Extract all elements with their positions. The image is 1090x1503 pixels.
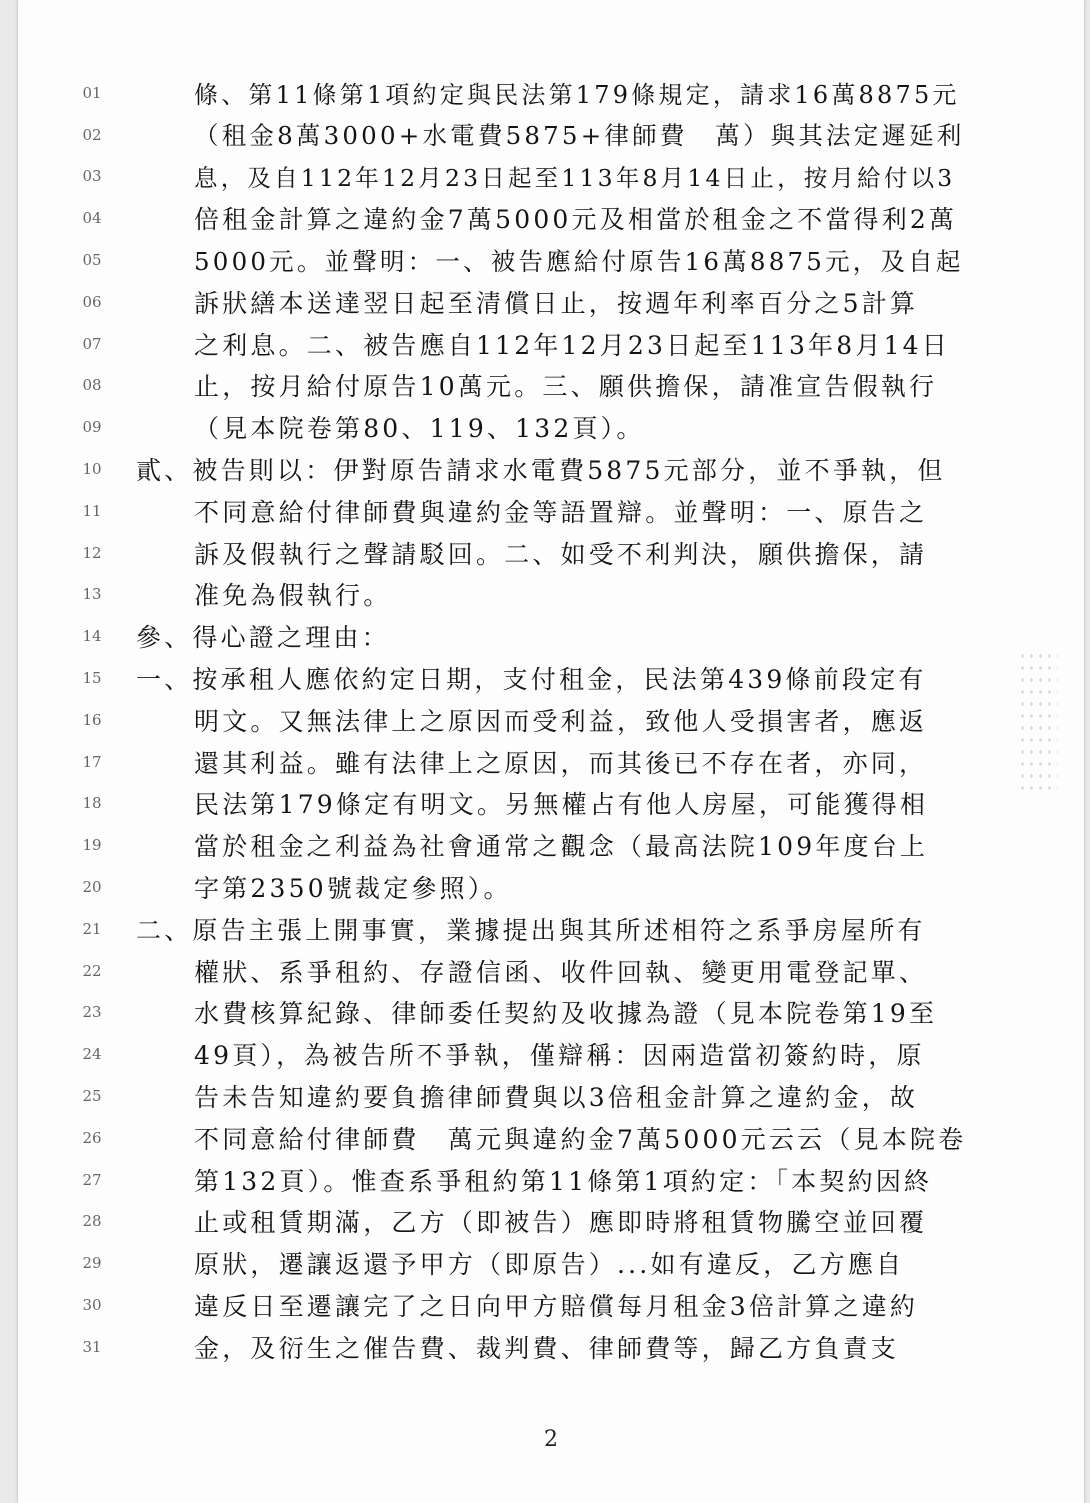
document-line bbox=[18, 866, 1084, 908]
line-text: 當於租金之利益為社會通常之觀念（最高法院109年度台上 bbox=[194, 832, 929, 862]
line-number: 06 bbox=[82, 292, 102, 311]
line-text: 告未告知違約要負擔律師費與以3倍租金計算之違約金，故 bbox=[194, 1083, 919, 1113]
line-text: 准免為假執行。 bbox=[194, 581, 392, 611]
line-number: 10 bbox=[82, 460, 102, 479]
document-body bbox=[18, 72, 1084, 1368]
document-line bbox=[18, 824, 1084, 866]
line-number: 28 bbox=[82, 1212, 102, 1231]
line-text: 之利息。二、被告應自112年12月23日起至113年8月14日 bbox=[194, 330, 950, 360]
document-line bbox=[18, 72, 1084, 114]
line-text: 字第2350號裁定參照）。 bbox=[194, 874, 512, 904]
line-text: （租金8萬3000+水電費5875+律師費 萬）與其法定遲延利 bbox=[194, 121, 965, 151]
line-number: 13 bbox=[82, 585, 102, 604]
document-line bbox=[18, 1242, 1084, 1284]
line-number: 02 bbox=[82, 125, 102, 144]
line-text: 貳、被告則以：伊對原告請求水電費5875元部分，並不爭執，但 bbox=[136, 456, 946, 486]
line-text: 第132頁）。惟查系爭租約第11條第1項約定：「本契約因終 bbox=[194, 1166, 933, 1196]
document-line bbox=[18, 1326, 1084, 1368]
line-number: 31 bbox=[82, 1337, 102, 1356]
line-text: 息，及自112年12月23日起至113年8月14日止，按月給付以3 bbox=[194, 164, 956, 193]
line-number: 19 bbox=[82, 836, 102, 855]
line-text: 原狀，遷讓返還予甲方（即原告）...如有違反，乙方應自 bbox=[194, 1250, 905, 1280]
line-number: 18 bbox=[82, 794, 102, 813]
document-line bbox=[18, 574, 1084, 616]
line-text: 訴及假執行之聲請駁回。二、如受不利判決，願供擔保，請 bbox=[194, 539, 928, 569]
line-text: 二、原告主張上開事實，業據提出與其所述相符之系爭房屋所有 bbox=[136, 915, 926, 945]
line-text: 違反日至遷讓完了之日向甲方賠償每月租金3倍計算之違約 bbox=[194, 1292, 919, 1321]
line-text: （見本院卷第80、119、132頁）。 bbox=[194, 414, 645, 444]
line-text: 民法第179條定有明文。另無權占有他人房屋，可能獲得相 bbox=[194, 790, 929, 820]
line-number: 03 bbox=[82, 167, 102, 186]
line-text: 5000元。並聲明：一、被告應給付原告16萬8875元，及自起 bbox=[194, 246, 964, 276]
line-number: 23 bbox=[82, 1003, 102, 1022]
document-line bbox=[18, 992, 1084, 1034]
line-text: 止或租賃期滿，乙方（即被告）應即時將租賃物騰空並回覆 bbox=[194, 1208, 928, 1238]
line-text: 不同意給付律師費 萬元與違約金7萬5000元云云（見本院卷 bbox=[194, 1124, 967, 1154]
document-line bbox=[18, 1284, 1084, 1326]
line-text: 不同意給付律師費與違約金等語置辯。並聲明：一、原告之 bbox=[194, 497, 928, 527]
line-number: 15 bbox=[82, 669, 102, 688]
line-text: 權狀、系爭租約、存證信函、收件回執、變更用電登記單、 bbox=[194, 957, 928, 987]
document-line bbox=[18, 406, 1084, 448]
document-line bbox=[18, 323, 1084, 365]
document-line bbox=[18, 1159, 1084, 1201]
line-number: 24 bbox=[82, 1045, 102, 1064]
document-line bbox=[18, 448, 1084, 490]
line-text: 金，及衍生之催告費、裁判費、律師費等，歸乙方負責支 bbox=[194, 1333, 900, 1363]
line-number: 05 bbox=[82, 251, 102, 270]
document-line bbox=[18, 156, 1084, 198]
document-line bbox=[18, 657, 1084, 699]
document-line bbox=[18, 239, 1084, 281]
line-text: 明文。又無法律上之原因而受利益，致他人受損害者，應返 bbox=[194, 706, 928, 736]
line-number: 22 bbox=[82, 961, 102, 980]
line-number: 26 bbox=[82, 1128, 102, 1147]
document-page bbox=[18, 0, 1084, 1503]
line-number: 30 bbox=[82, 1296, 102, 1314]
line-number: 01 bbox=[82, 83, 102, 102]
document-line bbox=[18, 741, 1084, 783]
document-line bbox=[18, 1201, 1084, 1243]
line-number: 27 bbox=[82, 1170, 102, 1189]
line-number: 07 bbox=[82, 334, 102, 353]
line-text: 倍租金計算之違約金7萬5000元及相當於租金之不當得利2萬 bbox=[194, 205, 958, 235]
document-line bbox=[18, 1117, 1084, 1159]
document-line bbox=[18, 532, 1084, 574]
document-line bbox=[18, 490, 1084, 532]
document-line bbox=[18, 908, 1084, 950]
line-text: 一、按承租人應依約定日期，支付租金，民法第439條前段定有 bbox=[136, 665, 927, 695]
line-number: 17 bbox=[82, 752, 102, 771]
line-number: 08 bbox=[82, 376, 102, 395]
line-number: 25 bbox=[82, 1087, 102, 1106]
document-line bbox=[18, 783, 1084, 825]
line-text: 止，按月給付原告10萬元。三、願供擔保，請准宣告假執行 bbox=[194, 372, 938, 402]
line-text: 還其利益。雖有法律上之原因，而其後已不存在者，亦同， bbox=[194, 748, 928, 778]
document-line bbox=[18, 281, 1084, 323]
page-number: 2 bbox=[544, 1427, 558, 1452]
document-line bbox=[18, 699, 1084, 741]
line-text: 49頁），為被告所不爭執，僅辯稱：因兩造當初簽約時，原 bbox=[194, 1041, 925, 1071]
line-number: 04 bbox=[82, 209, 102, 228]
line-number: 14 bbox=[82, 627, 102, 646]
line-number: 12 bbox=[82, 543, 102, 562]
document-line bbox=[18, 615, 1084, 657]
line-text: 參、得心證之理由： bbox=[136, 623, 390, 653]
document-line bbox=[18, 950, 1084, 992]
document-line bbox=[18, 1075, 1084, 1117]
margin-scan-artifact bbox=[1018, 650, 1058, 790]
line-text: 水費核算紀錄、律師委任契約及收據為證（見本院卷第19至 bbox=[194, 999, 938, 1029]
line-number: 09 bbox=[82, 418, 102, 437]
line-number: 16 bbox=[82, 710, 102, 729]
document-line bbox=[18, 197, 1084, 239]
line-number: 20 bbox=[82, 878, 102, 897]
line-number: 21 bbox=[82, 919, 102, 938]
document-line bbox=[18, 1033, 1084, 1075]
document-line bbox=[18, 114, 1084, 156]
line-number: 29 bbox=[82, 1254, 102, 1273]
line-text: 條、第11條第1項約定與民法第179條規定，請求16萬8875元 bbox=[194, 81, 960, 110]
line-number: 11 bbox=[82, 501, 102, 520]
document-line bbox=[18, 365, 1084, 407]
line-text: 訴狀繕本送達翌日起至清償日止，按週年利率百分之5計算 bbox=[194, 288, 919, 318]
